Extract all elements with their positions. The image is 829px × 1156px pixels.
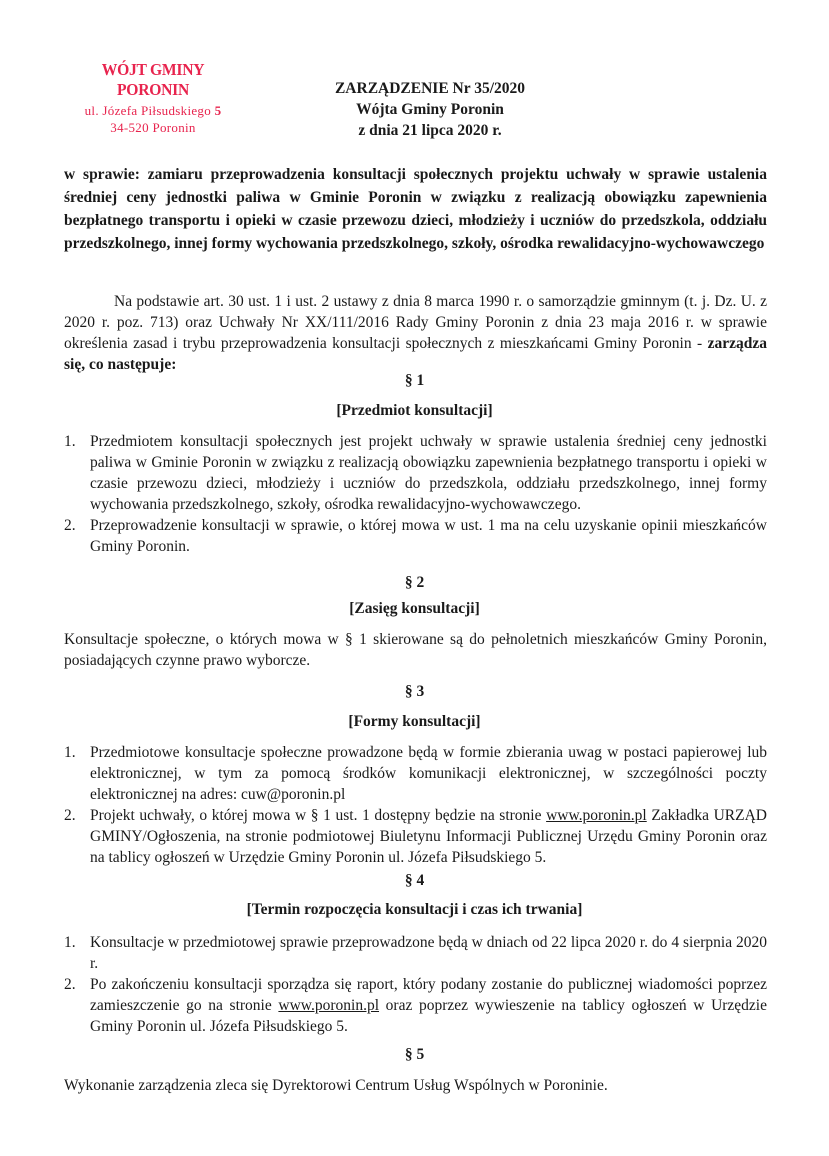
document-subject: w sprawie: zamiaru przeprowadzenia konsultacji społecznych projektu uchwały w sprawie ustalenia średniej ceny jednostki paliwa w Gminie Poronin w związku z realizacją obowiązku zapewnienia bezpłatnego transportu i opieki w czasie przewozu dzieci, młodzieży i uczniów do przedszkola, oddziału przedszkolnego, innej formy wychowania przedszkolnego, szkoły, ośrodka rewalidacyjno-wychowawczego xyxy=(64,166,767,252)
section-2-title: [Zasięg konsultacji] xyxy=(349,600,480,617)
document-header xyxy=(280,78,580,141)
preamble-decree: zarządza się, co następuje: xyxy=(64,335,767,373)
section-3-mark: § 3 xyxy=(404,683,425,700)
section-1-list xyxy=(64,431,767,557)
section-4-mark: § 4 xyxy=(404,872,425,889)
section-3-list xyxy=(64,742,767,868)
list-item: 1. Konsultacje w przedmiotowej sprawie przeprowadzone będą w dniach od 22 lipca 2020 r. do 4 sierpnia 2020 r. xyxy=(64,934,767,972)
list-item: 2. Po zakończeniu konsultacji sporządza się raport, który podany zostanie do publicznej wiadomości poprzez zamieszczenie go na stronie www.poronin.pl oraz poprzez wywieszenie na tablicy ogłoszeń w Urzędzie Gminy Poronin ul. Józefa Piłsudskiego 5. xyxy=(64,976,767,1035)
preamble: Na podstawie art. 30 ust. 1 i ust. 2 ustawy z dnia 8 marca 1990 r. o samorządzie gminnym (t. j. Dz. U. z 2020 r. poz. 713) oraz Uchwały Nr XX/111/2016 Rady Gminy Poronin z dnia 23 maja 2016 r. w sprawie określenia zasad i trybu przeprowadzenia konsultacji społecznych z mieszkańcami Gminy Poronin - zarządza się, co następuje: xyxy=(64,293,767,373)
section-1-mark: § 1 xyxy=(404,372,425,389)
section-4-list xyxy=(64,932,767,1037)
document-title: ZARZĄDZENIE Nr 35/2020 xyxy=(334,80,526,97)
section-5-mark: § 5 xyxy=(404,1046,425,1063)
stamp-street: ul. Józefa Piłsudskiego 5 xyxy=(84,103,222,118)
section-5-paragraph: Wykonanie zarządzenia zleca się Dyrektorowi Centrum Usług Wspólnych w Poroninie. xyxy=(64,1077,608,1094)
section-3-title: [Formy konsultacji] xyxy=(348,713,481,730)
website-link[interactable]: www.poronin.pl xyxy=(278,997,380,1014)
website-link[interactable]: www.poronin.pl xyxy=(546,807,647,824)
section-2-mark: § 2 xyxy=(404,574,425,591)
section-4-title: [Termin rozpoczęcia konsultacji i czas ich trwania] xyxy=(246,901,583,918)
stamp-title: WÓJT GMINY PORONIN xyxy=(101,60,205,99)
list-item: 1. Przedmiotowe konsultacje społeczne prowadzone będą w formie zbierania uwag w postaci papierowej lub elektronicznej, w tym za pomocą środków komunikacji elektronicznej, w szczególności poczty elektronicznej na adres: cuw@poronin.pl xyxy=(64,744,767,803)
list-item: 2. Projekt uchwały, o której mowa w § 1 ust. 1 dostępny będzie na stronie www.poronin.pl Zakładka URZĄD GMINY/Ogłoszenia, na stronie podmiotowej Biuletynu Informacji Publicznej Urzędu Gminy Poronin oraz na tablicy ogłoszeń w Urzędzie Gminy Poronin ul. Józefa Piłsudskiego 5. xyxy=(64,807,767,866)
document-issuer: Wójta Gminy Poronin xyxy=(356,101,504,118)
official-stamp xyxy=(58,60,248,136)
list-item: 1. Przedmiotem konsultacji społecznych jest projekt uchwały w sprawie ustalenia średniej ceny jednostki paliwa w Gminie Poronin w związku z realizacją obowiązku zapewnienia bezpłatnego transportu i opieki w czasie przewozu dzieci, młodzieży i uczniów do przedszkola, oddziału przedszkolnego, innej formy wychowania przedszkolnego, szkoły, ośrodka rewalidacyjno-wychowawczego. xyxy=(64,433,767,513)
document-date: z dnia 21 lipca 2020 r. xyxy=(358,122,502,139)
section-1-title: [Przedmiot konsultacji] xyxy=(336,402,493,419)
stamp-city: 34-520 Poronin xyxy=(110,120,196,135)
list-item: 2. Przeprowadzenie konsultacji w sprawie, o której mowa w ust. 1 ma na celu uzyskanie opinii mieszkańców Gminy Poronin. xyxy=(64,517,767,555)
section-2-paragraph: Konsultacje społeczne, o których mowa w § 1 skierowane są do pełnoletnich mieszkańców Gminy Poronin, posiadających czynne prawo wyborcze. xyxy=(64,631,767,669)
